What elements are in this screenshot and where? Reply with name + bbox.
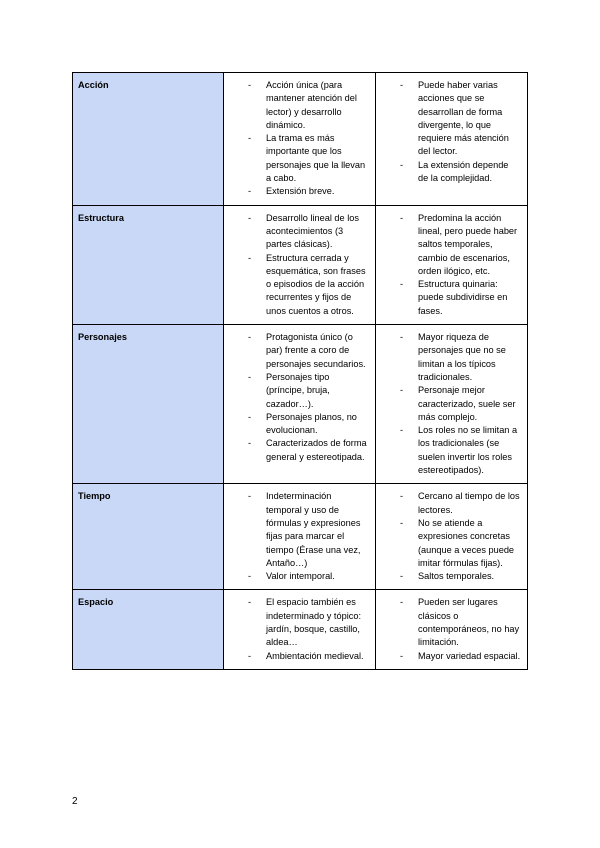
- row-label: Tiempo: [73, 484, 224, 590]
- modern-cell: [376, 205, 528, 324]
- list-item: - Caracterizados de forma general y estereotipada.: [228, 437, 369, 464]
- list-item: - Saltos temporales.: [380, 570, 521, 583]
- bullet-list: [380, 596, 521, 662]
- list-item: - Mayor variedad espacial.: [380, 650, 521, 663]
- list-item: - Indeterminación temporal y uso de fórmulas y expresiones fijas para marcar el tiempo (Érase una vez, Antaño…): [228, 490, 369, 570]
- list-item: - Mayor riqueza de personajes que no se limitan a los típicos tradicionales.: [380, 331, 521, 384]
- bullet-list: [228, 331, 369, 464]
- list-item: - Estructura cerrada y esquemática, son frases o episodios de la acción recurrentes y fijos de unos cuentos a otros.: [228, 252, 369, 318]
- bullet-list: [380, 79, 521, 185]
- table-row: [73, 205, 528, 324]
- list-item: - La extensión depende de la complejidad.: [380, 159, 521, 186]
- list-item: - Los roles no se limitan a los tradicionales (se suelen invertir los roles estereotipados).: [380, 424, 521, 477]
- list-item: - El espacio también es indeterminado y tópico: jardín, bosque, castillo, aldea…: [228, 596, 369, 649]
- page-number: 2: [72, 796, 78, 807]
- list-item: - Desarrollo lineal de los acontecimientos (3 partes clásicas).: [228, 212, 369, 252]
- bullet-list: [380, 331, 521, 477]
- list-item: - Ambientación medieval.: [228, 650, 369, 663]
- list-item: - Acción única (para mantener atención del lector) y desarrollo dinámico.: [228, 79, 369, 132]
- list-item: - Personaje mejor caracterizado, suele ser más complejo.: [380, 384, 521, 424]
- bullet-list: [228, 490, 369, 583]
- list-item: - Puede haber varias acciones que se desarrollan de forma divergente, lo que requiere más atención del lector.: [380, 79, 521, 159]
- list-item: - Pueden ser lugares clásicos o contemporáneos, no hay limitación.: [380, 596, 521, 649]
- modern-cell: [376, 325, 528, 484]
- list-item: - Personajes tipo (príncipe, bruja, cazador…).: [228, 371, 369, 411]
- table-row: [73, 325, 528, 484]
- traditional-cell: [224, 484, 376, 590]
- comparison-table: [72, 72, 528, 670]
- traditional-cell: [224, 73, 376, 206]
- list-item: - No se atiende a expresiones concretas (aunque a veces puede imitar fórmulas fijas).: [380, 517, 521, 570]
- bullet-list: [380, 212, 521, 318]
- traditional-cell: [224, 590, 376, 669]
- traditional-cell: [224, 205, 376, 324]
- row-label: Acción: [73, 73, 224, 206]
- comparison-table-body: [73, 73, 528, 670]
- list-item: - Cercano al tiempo de los lectores.: [380, 490, 521, 517]
- list-item: - Personajes planos, no evolucionan.: [228, 411, 369, 438]
- table-row: [73, 73, 528, 206]
- list-item: - Valor intemporal.: [228, 570, 369, 583]
- row-label: Estructura: [73, 205, 224, 324]
- row-label: Espacio: [73, 590, 224, 669]
- row-label: Personajes: [73, 325, 224, 484]
- table-row: [73, 590, 528, 669]
- bullet-list: [228, 596, 369, 662]
- table-row: [73, 484, 528, 590]
- list-item: - Predomina la acción lineal, pero puede haber saltos temporales, cambio de escenarios, orden ilógico, etc.: [380, 212, 521, 278]
- bullet-list: [228, 79, 369, 199]
- modern-cell: [376, 73, 528, 206]
- traditional-cell: [224, 325, 376, 484]
- list-item: - Estructura quinaria: puede subdividirse en fases.: [380, 278, 521, 318]
- modern-cell: [376, 590, 528, 669]
- list-item: - Extensión breve.: [228, 185, 369, 198]
- bullet-list: [380, 490, 521, 583]
- bullet-list: [228, 212, 369, 318]
- list-item: - La trama es más importante que los personajes que la llevan a cabo.: [228, 132, 369, 185]
- modern-cell: [376, 484, 528, 590]
- list-item: - Protagonista único (o par) frente a coro de personajes secundarios.: [228, 331, 369, 371]
